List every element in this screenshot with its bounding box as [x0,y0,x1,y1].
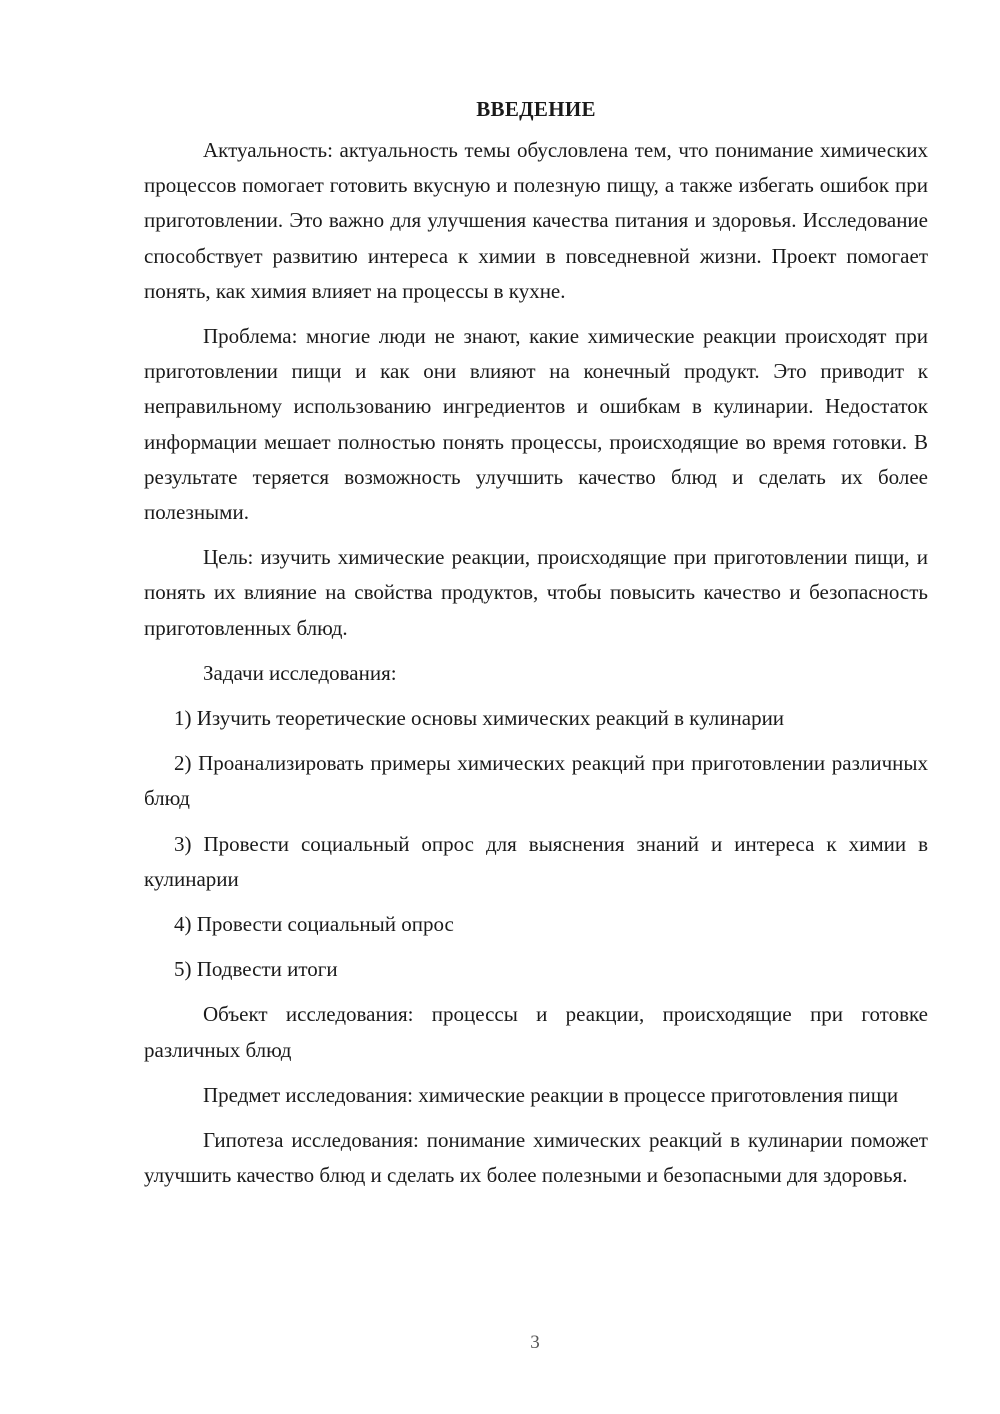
task-item-3: 3) Провести социальный опрос для выяснения знаний и интереса к химии в кулинарии [144,831,928,891]
hypothesis-paragraph: Гипотеза исследования: понимание химических реакций в кулинарии поможет улучшить качество блюд и сделать их более полезными и безопасными для здоровья. [144,1128,928,1188]
subject-paragraph: Предмет исследования: химические реакции в процессе приготовления пищи [203,1082,899,1107]
relevance-paragraph: Актуальность: актуальность темы обусловлена тем, что понимание химических процессов помогает готовить вкусную и полезную пищу, а также избегать ошибок при приготовлении. Это важно для улучшения качества питания и здоровья. Исследование способствует развитию интереса к химии в повседневной жизни. Проект помогает понять, как химия влияет на процессы в кухне. [144,138,928,303]
section-title: ВВЕДЕНИЕ [476,97,596,121]
object-paragraph: Объект исследования: процессы и реакции, происходящие при готовке различных блюд [144,1002,928,1062]
tasks-heading: Задачи исследования: [203,660,397,685]
goal-paragraph: Цель: изучить химические реакции, происходящие при приготовлении пищи, и понять их влияние на свойства продуктов, чтобы повысить качество и безопасность приготовленных блюд. [144,545,928,640]
task-item-4: 4) Провести социальный опрос [174,912,454,937]
task-item-1: 1) Изучить теоретические основы химических реакций в кулинарии [174,706,785,731]
page-number: 3 [530,1332,540,1353]
document-page [144,92,928,1203]
problem-paragraph: Проблема: многие люди не знают, какие химические реакции происходят при приготовлении пищи и как они влияют на конечный продукт. Это приводит к неправильному использованию ингредиентов и ошибкам в кулинарии. Недостаток информации мешает полностью понять процессы, происходящие во время готовки. В результате теряется возможность улучшить качество блюд и сделать их более полезными. [144,324,928,525]
task-item-5: 5) Подвести итоги [174,957,338,982]
task-item-2: 2) Проанализировать примеры химических реакций при приготовлении различных блюд [144,751,928,811]
